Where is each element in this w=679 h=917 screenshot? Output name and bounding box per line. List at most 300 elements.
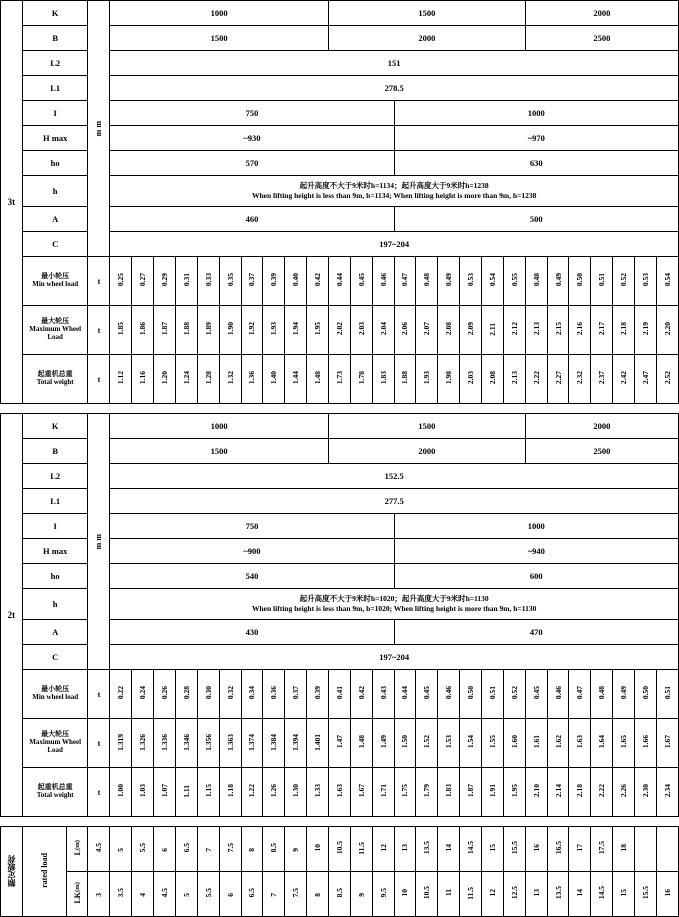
footer-value-text: 9	[291, 847, 301, 852]
measure-value-text: 0.44	[400, 686, 410, 700]
measure-value-text: 2.12	[509, 322, 519, 336]
footer-value-text: 13.5	[422, 841, 432, 855]
footer-symbol: LK(m)	[72, 882, 82, 904]
dim-label-i: I	[22, 101, 88, 126]
footer-value	[307, 872, 329, 917]
measure-value-text: 1.30	[291, 784, 301, 798]
measure-value-text: 1.394	[291, 733, 301, 751]
measure-value	[132, 257, 154, 306]
measure-value	[503, 719, 525, 768]
footer-value	[525, 827, 547, 872]
measure-value	[482, 670, 504, 719]
rated-load-label	[1, 827, 23, 917]
measure-value	[285, 719, 307, 768]
footer-value	[132, 872, 154, 917]
measure-value	[569, 719, 591, 768]
measure-value-text: 1.67	[356, 784, 366, 798]
h-note-en: When lifting height is less than 9m, h=1134; When lifting height is more than 9m, h=1238	[251, 191, 537, 200]
rated-load-label-en: rated load	[39, 853, 49, 888]
dim-label-c: C	[22, 645, 88, 670]
measure-value-text: 1.374	[247, 733, 257, 751]
measure-value	[613, 719, 635, 768]
footer-value-text: 12.5	[509, 886, 519, 900]
dim-value: 1000	[394, 101, 678, 126]
measure-value	[110, 768, 132, 817]
measure-value	[110, 670, 132, 719]
measure-value	[613, 670, 635, 719]
measure-value-text: 1.89	[203, 322, 213, 336]
measure-value	[547, 355, 569, 404]
measure-value	[438, 768, 460, 817]
measure-value	[241, 355, 263, 404]
measure-value	[110, 257, 132, 306]
measure-value-text: 1.63	[575, 735, 585, 749]
measure-value-text: 1.63	[334, 784, 344, 798]
measure-value-text: 0.46	[553, 686, 563, 700]
measure-value	[416, 768, 438, 817]
measure-value	[328, 257, 350, 306]
measure-value-text: 2.30	[640, 784, 650, 798]
measure-value-text: 0.45	[356, 273, 366, 287]
row-label-cn: 最大轮压	[41, 317, 70, 326]
row-label-cn: 最小轮压	[41, 685, 70, 694]
dim-label-k: K	[22, 1, 88, 26]
measure-value	[219, 670, 241, 719]
measure-value-text: 2.14	[553, 784, 563, 798]
rated-load-label-en-cell	[22, 827, 66, 917]
measure-value	[416, 719, 438, 768]
dim-label-a: A	[22, 620, 88, 645]
measure-value	[132, 355, 154, 404]
footer-value-text: 13	[400, 844, 410, 852]
measure-value-text: 1.54	[466, 735, 476, 749]
measure-value	[547, 768, 569, 817]
measure-value	[591, 257, 613, 306]
measure-value	[525, 257, 547, 306]
footer-value	[547, 827, 569, 872]
unit-t: t	[88, 306, 110, 355]
footer-value-text: 14	[575, 889, 585, 897]
footer-value-text: 14.5	[597, 886, 607, 900]
footer-value	[613, 827, 635, 872]
measure-value-text: 1.15	[203, 784, 213, 798]
measure-value	[197, 768, 219, 817]
measure-value-text: 2.27	[553, 371, 563, 385]
measure-value-text: 0.52	[619, 273, 629, 287]
measure-value-text: 1.16	[138, 371, 148, 385]
dim-label-h: h	[22, 176, 88, 207]
measure-value-text: 0.28	[181, 686, 191, 700]
measure-value	[394, 719, 416, 768]
measure-value-text: 2.18	[575, 784, 585, 798]
measure-value	[307, 257, 329, 306]
measure-value	[503, 257, 525, 306]
capacity-label-2t: 2t	[1, 414, 23, 817]
measure-value-text: 1.36	[247, 371, 257, 385]
measure-value-text: 0.29	[159, 273, 169, 287]
h-note-cn: 起升高度不大于9米时h=1020；起升高度大于9米时h=1130	[299, 593, 489, 603]
measure-value	[547, 719, 569, 768]
measure-value-text: 0.45	[531, 686, 541, 700]
measure-value	[328, 768, 350, 817]
measure-value	[154, 768, 176, 817]
measure-value-text: 1.95	[313, 322, 323, 336]
row-label-en: Maximum Wheel Load	[29, 325, 82, 341]
measure-value	[438, 355, 460, 404]
footer-value	[285, 872, 307, 917]
measure-value-text: 0.51	[597, 273, 607, 287]
measure-value	[328, 306, 350, 355]
footer-value-text: 15.5	[640, 886, 650, 900]
dim-value: 2500	[525, 26, 678, 51]
measure-value-text: 1.384	[269, 733, 279, 751]
measure-value-text: 2.22	[597, 784, 607, 798]
measure-label	[22, 768, 88, 817]
measure-value	[460, 768, 482, 817]
measure-value	[219, 719, 241, 768]
dim-value: 278.5	[110, 76, 679, 101]
footer-value	[482, 872, 504, 917]
dim-label-l1: L1	[22, 76, 88, 101]
measure-value	[525, 768, 547, 817]
footer-value-text: 5	[181, 892, 191, 897]
measure-value	[635, 257, 657, 306]
dim-value: 1500	[328, 1, 525, 26]
footer-value-text: 4	[138, 892, 148, 897]
footer-value-text: 13	[531, 889, 541, 897]
dim-label-l2: L2	[22, 464, 88, 489]
measure-value-text: 1.60	[509, 735, 519, 749]
measure-value-text: 2.18	[619, 322, 629, 336]
measure-value	[482, 719, 504, 768]
footer-value	[656, 827, 678, 872]
measure-label	[22, 306, 88, 355]
footer-value	[132, 827, 154, 872]
footer-value-text: 10	[400, 889, 410, 897]
measure-value-text: 0.22	[116, 686, 126, 700]
measure-value-text: 1.48	[356, 735, 366, 749]
unit-t: t	[88, 355, 110, 404]
measure-value	[132, 306, 154, 355]
measure-value	[372, 719, 394, 768]
measure-value	[263, 670, 285, 719]
measure-value-text: 0.31	[181, 273, 191, 287]
dim-value: 2000	[525, 414, 678, 439]
measure-value	[460, 719, 482, 768]
footer-value-text: 15.5	[509, 841, 519, 855]
measure-value-text: 0.24	[138, 686, 148, 700]
measure-value-text: 1.48	[313, 371, 323, 385]
measure-value-text: 1.50	[400, 735, 410, 749]
row-label-cn: 起重机总重	[37, 783, 73, 792]
measure-value-text: 1.22	[247, 784, 257, 798]
footer-value	[460, 872, 482, 917]
measure-value	[175, 306, 197, 355]
measure-value	[656, 306, 678, 355]
footer-value	[263, 827, 285, 872]
footer-value	[88, 827, 110, 872]
footer-value	[372, 872, 394, 917]
measure-value	[285, 768, 307, 817]
measure-value	[394, 355, 416, 404]
unit-column-mm	[88, 414, 110, 670]
row-label-en: Maximum Wheel Load	[29, 738, 82, 754]
measure-value-text: 1.64	[597, 735, 607, 749]
footer-value-text: 8	[247, 847, 257, 852]
measure-value	[591, 670, 613, 719]
footer-value-text: 15	[619, 889, 629, 897]
dim-value: ~970	[394, 126, 678, 151]
measure-value	[569, 670, 591, 719]
measure-value	[219, 306, 241, 355]
measure-value-text: 1.44	[291, 371, 301, 385]
measure-value-text: 1.47	[334, 735, 344, 749]
measure-value-text: 1.28	[203, 371, 213, 385]
measure-value	[503, 355, 525, 404]
measure-value-text: 0.39	[313, 686, 323, 700]
h-note-cn: 起升高度不大于9米时h=1134；起升高度大于9米时h=1238	[299, 180, 489, 190]
measure-value	[372, 306, 394, 355]
measure-value-text: 2.07	[422, 322, 432, 336]
section-gap	[1, 817, 679, 827]
measure-value	[438, 719, 460, 768]
measure-value-text: 0.47	[400, 273, 410, 287]
measure-value-text: 0.54	[487, 273, 497, 287]
measure-value-text: 0.49	[444, 273, 454, 287]
footer-value	[350, 827, 372, 872]
measure-value	[438, 670, 460, 719]
measure-value-text: 0.39	[269, 273, 279, 287]
footer-value	[219, 827, 241, 872]
footer-value	[438, 827, 460, 872]
measure-value-text: 1.55	[487, 735, 497, 749]
measure-value	[285, 670, 307, 719]
measure-value	[110, 355, 132, 404]
dim-value: 430	[110, 620, 394, 645]
measure-value	[613, 306, 635, 355]
footer-value-text: 8.5	[269, 843, 279, 853]
unit-t: t	[88, 719, 110, 768]
section-gap	[1, 404, 679, 414]
measure-value	[394, 257, 416, 306]
measure-value	[416, 257, 438, 306]
dim-value: 197~204	[110, 645, 679, 670]
measure-value	[241, 719, 263, 768]
measure-value	[372, 257, 394, 306]
measure-value	[656, 355, 678, 404]
measure-value	[197, 355, 219, 404]
footer-symbol: L(m)	[72, 840, 82, 856]
measure-value	[547, 670, 569, 719]
footer-value	[175, 827, 197, 872]
measure-value	[154, 306, 176, 355]
measure-value-text: 2.20	[662, 322, 672, 336]
measure-value	[350, 355, 372, 404]
footer-value-text: 10.5	[422, 886, 432, 900]
measure-value	[547, 306, 569, 355]
measure-value	[460, 355, 482, 404]
measure-value	[635, 768, 657, 817]
measure-value-text: 0.52	[509, 686, 519, 700]
measure-value	[350, 670, 372, 719]
measure-value	[197, 257, 219, 306]
footer-value	[591, 827, 613, 872]
dim-label-k: K	[22, 414, 88, 439]
measure-value-text: 0.51	[662, 686, 672, 700]
footer-value-text: 6.5	[181, 843, 191, 853]
measure-value-text: 0.45	[422, 686, 432, 700]
footer-value	[88, 872, 110, 917]
measure-value-text: 2.52	[662, 371, 672, 385]
footer-value	[263, 872, 285, 917]
measure-value	[110, 306, 132, 355]
measure-value-text: 0.30	[203, 686, 213, 700]
measure-value-text: 0.49	[553, 273, 563, 287]
footer-value	[154, 827, 176, 872]
footer-value	[613, 872, 635, 917]
measure-value-text: 2.06	[400, 322, 410, 336]
dim-label-c: C	[22, 232, 88, 257]
measure-value-text: 1.24	[181, 371, 191, 385]
measure-value	[394, 670, 416, 719]
footer-value-text: 3	[94, 892, 104, 897]
measure-value	[263, 257, 285, 306]
dim-value: 1000	[110, 414, 329, 439]
footer-value	[241, 827, 263, 872]
measure-value-text: 0.53	[640, 273, 650, 287]
measure-label	[22, 257, 88, 306]
measure-value-text: 1.20	[159, 371, 169, 385]
measure-value	[263, 768, 285, 817]
measure-value-text: 2.32	[575, 371, 585, 385]
measure-value	[635, 719, 657, 768]
measure-value	[263, 355, 285, 404]
footer-value	[197, 827, 219, 872]
measure-value	[263, 719, 285, 768]
dim-value: 750	[110, 514, 394, 539]
measure-value-text: 0.35	[225, 273, 235, 287]
measure-value	[175, 670, 197, 719]
measure-value-text: 0.36	[269, 686, 279, 700]
measure-value-text: 1.52	[422, 735, 432, 749]
footer-value	[460, 827, 482, 872]
dim-value: 570	[110, 151, 394, 176]
measure-value	[503, 768, 525, 817]
measure-value-text: 1.93	[269, 322, 279, 336]
measure-label	[22, 670, 88, 719]
dim-label-h-max: H max	[22, 539, 88, 564]
footer-value	[285, 827, 307, 872]
row-label-cn: 最小轮压	[41, 272, 70, 281]
measure-value	[307, 670, 329, 719]
measure-value-text: 2.08	[444, 322, 454, 336]
measure-value	[525, 719, 547, 768]
measure-value	[241, 670, 263, 719]
measure-value	[613, 768, 635, 817]
footer-value	[328, 827, 350, 872]
footer-value-text: 6	[159, 847, 169, 852]
dim-value: ~930	[110, 126, 394, 151]
measure-value-text: 2.09	[466, 322, 476, 336]
measure-value	[175, 719, 197, 768]
measure-value-text: 1.346	[181, 733, 191, 751]
measure-value	[175, 355, 197, 404]
footer-value	[635, 827, 657, 872]
measure-value-text: 1.00	[116, 784, 126, 798]
measure-value-text: 1.12	[116, 371, 126, 385]
measure-value	[525, 670, 547, 719]
measure-value-text: 1.33	[313, 784, 323, 798]
footer-value-text: 16.5	[553, 841, 563, 855]
measure-value	[635, 355, 657, 404]
measure-value-text: 1.87	[466, 784, 476, 798]
dim-label-b: B	[22, 439, 88, 464]
measure-value	[525, 355, 547, 404]
measure-value	[460, 257, 482, 306]
measure-value	[482, 257, 504, 306]
measure-value	[438, 257, 460, 306]
footer-value	[569, 827, 591, 872]
measure-value-text: 0.48	[422, 273, 432, 287]
measure-value	[197, 306, 219, 355]
measure-value	[460, 670, 482, 719]
measure-value-text: 0.43	[378, 686, 388, 700]
dim-value: 1500	[110, 26, 329, 51]
measure-value-text: 0.53	[466, 273, 476, 287]
measure-value-text: 1.73	[334, 371, 344, 385]
footer-value-text: 3.5	[116, 888, 126, 898]
footer-value-text: 12	[378, 844, 388, 852]
row-label-cn: 起重机总重	[37, 370, 73, 379]
measure-value	[656, 719, 678, 768]
measure-value-text: 0.40	[291, 273, 301, 287]
measure-value-text: 1.78	[356, 371, 366, 385]
measure-value	[482, 306, 504, 355]
measure-value	[241, 257, 263, 306]
measure-value	[547, 257, 569, 306]
measure-value-text: 1.62	[553, 735, 563, 749]
measure-value-text: 2.47	[640, 371, 650, 385]
measure-value	[285, 306, 307, 355]
footer-value-text: 6.5	[247, 888, 257, 898]
measure-value-text: 1.67	[662, 735, 672, 749]
measure-value-text: 1.53	[444, 735, 454, 749]
measure-value	[154, 719, 176, 768]
measure-value-text: 1.319	[116, 733, 126, 751]
dim-label-l1: L1	[22, 489, 88, 514]
footer-value-text: 11	[444, 889, 454, 897]
measure-value-text: 2.19	[640, 322, 650, 336]
dim-value: 540	[110, 564, 394, 589]
measure-value-text: 1.401	[313, 733, 323, 751]
footer-value-text: 9.5	[378, 888, 388, 898]
measure-value	[372, 355, 394, 404]
measure-value	[416, 306, 438, 355]
measure-value-text: 0.33	[203, 273, 213, 287]
measure-value-text: 1.90	[225, 322, 235, 336]
measure-value	[154, 670, 176, 719]
measure-value-text: 2.17	[597, 322, 607, 336]
dim-value: 197~204	[110, 232, 679, 257]
measure-value-text: 1.65	[619, 735, 629, 749]
measure-value-text: 2.22	[531, 371, 541, 385]
footer-value-text: 10	[313, 844, 323, 852]
measure-value	[503, 670, 525, 719]
dim-label-i: I	[22, 514, 88, 539]
measure-value	[132, 768, 154, 817]
measure-value-text: 1.326	[138, 733, 148, 751]
footer-value	[394, 827, 416, 872]
